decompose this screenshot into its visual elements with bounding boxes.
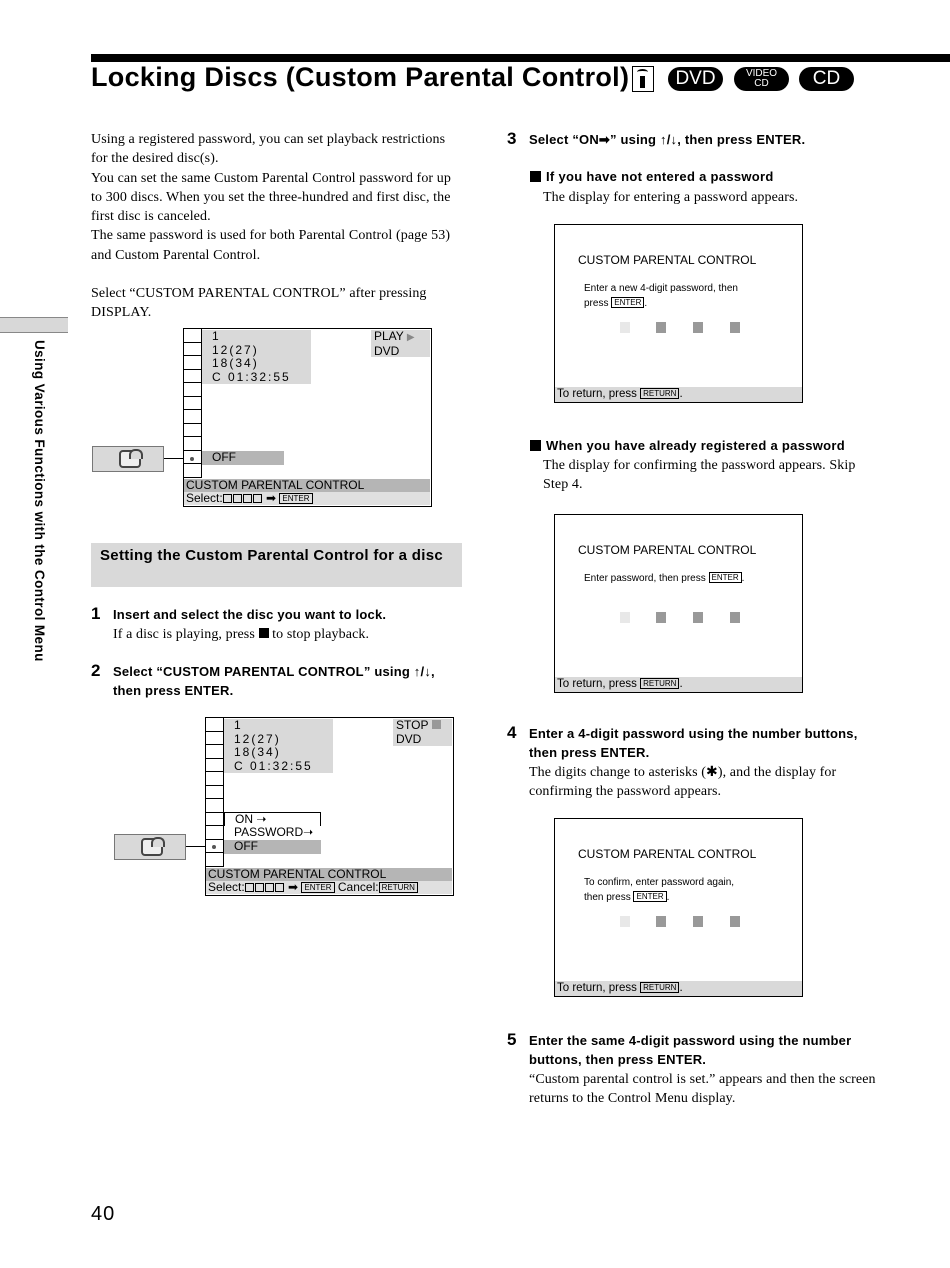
select-instructions: Select: ➡ ENTER — [184, 492, 430, 505]
screen-footer: To return, press RETURN . — [555, 387, 802, 402]
step-4-heading: Enter a 4-digit password using the number buttons, then press ENTER. — [529, 726, 858, 760]
select-instructions: Select: ➡ ENTER Cancel: RETURN — [206, 881, 452, 894]
screen-title: CUSTOM PARENTAL CONTROL — [578, 543, 757, 557]
control-menu-screen-2 — [205, 717, 454, 896]
step-5-body: “Custom parental control is set.” appears and then the screen returns to the Control Menu display. — [529, 1072, 876, 1107]
disc-info: 1 12(27) 18(34) C 01:32:55 — [202, 330, 311, 384]
digit-box — [620, 322, 630, 333]
step-5-heading: Enter the same 4-digit password using the number buttons, then press ENTER. — [529, 1033, 852, 1067]
step-2-heading: Select “CUSTOM PARENTAL CONTROL” using ↑/↓, then press ENTER. — [113, 664, 435, 698]
digit-box — [693, 916, 703, 927]
option-off: OFF — [202, 451, 284, 465]
step-3-number: 3 — [507, 129, 517, 148]
lock-icon — [141, 838, 163, 856]
enter-key: ENTER — [709, 572, 742, 583]
stop-icon — [432, 720, 441, 729]
lock-icon-box-2 — [114, 834, 186, 860]
step-1-heading: Insert and select the disc you want to lock. — [113, 607, 387, 622]
screen-instructions: To confirm, enter password again, then press ENTER . — [584, 877, 735, 903]
digit-box — [656, 322, 666, 333]
lock-icon — [119, 450, 141, 468]
digit-box — [730, 322, 740, 333]
screen-instructions: Enter a new 4-digit password, then press ENTER . — [584, 283, 738, 309]
stop-status: STOP DVD — [393, 719, 452, 746]
step-3-heading: Select “ON➡” using ↑/↓, then press ENTER. — [529, 132, 806, 147]
return-key: RETURN — [640, 678, 679, 689]
side-tab-marker — [0, 317, 68, 333]
digit-box — [656, 612, 666, 623]
return-key: RETURN — [640, 388, 679, 399]
enter-key: ENTER — [279, 493, 312, 504]
screen-instructions: Enter password, then press ENTER . — [584, 573, 745, 584]
header-rule — [91, 54, 950, 62]
menu-icon-column — [206, 718, 224, 867]
cd-badge: CD — [799, 67, 854, 91]
step-4-number: 4 — [507, 723, 517, 742]
control-menu-screen-1 — [183, 328, 432, 507]
option-password: PASSWORD➝ — [224, 826, 321, 840]
option-off: OFF — [224, 840, 321, 854]
sub-heading-registered-password: When you have already registered a password — [530, 438, 845, 453]
side-section-label: Using Various Functions with the Control Menu — [32, 340, 47, 662]
sub-body-new-password: The display for entering a password appears. — [543, 190, 799, 205]
intro-text — [91, 130, 461, 323]
sub-body-registered-password: The display for confirming the password appears. Skip Step 4. — [543, 458, 856, 493]
sub-heading-new-password: If you have not entered a password — [530, 169, 774, 184]
password-entry-screen — [554, 224, 803, 403]
play-status: PLAY ▶ DVD — [371, 330, 430, 357]
digit-box — [730, 916, 740, 927]
enter-key: ENTER — [611, 297, 644, 308]
step-2-number: 2 — [91, 661, 101, 680]
intro-p2: You can set the same Custom Parental Control password for up to 300 discs. When you set the three-hundred and first disc, the first disc is canceled. — [91, 170, 451, 225]
menu-icon-column — [184, 329, 202, 478]
option-on: ON ➝ — [224, 812, 321, 828]
page-number: 40 — [91, 1203, 116, 1225]
return-key: RETURN — [379, 882, 418, 893]
digit-box — [693, 612, 703, 623]
intro-p4: Select “CUSTOM PARENTAL CONTROL” after pressing DISPLAY. — [91, 286, 427, 321]
digit-box — [620, 916, 630, 927]
screen-title: CUSTOM PARENTAL CONTROL — [578, 847, 757, 861]
video-cd-badge: VIDEO CD — [734, 67, 789, 91]
dvd-badge: DVD — [668, 67, 723, 91]
screen-footer: To return, press RETURN . — [555, 677, 802, 692]
disc-info: 1 12(27) 18(34) C 01:32:55 — [224, 719, 333, 773]
menu-item-title: CUSTOM PARENTAL CONTROL — [206, 868, 452, 881]
step-4-body: The digits change to asterisks (✱), and the display for confirming the password appears. — [529, 765, 837, 800]
return-key: RETURN — [640, 982, 679, 993]
digit-box — [620, 612, 630, 623]
screen-title: CUSTOM PARENTAL CONTROL — [578, 253, 757, 267]
intro-p3: The same password is used for both Parental Control (page 53) and Custom Parental Control. — [91, 228, 451, 263]
play-icon: ▶ — [406, 332, 415, 343]
password-confirm-screen — [554, 514, 803, 693]
password-reconfirm-screen — [554, 818, 803, 997]
remote-control-icon — [632, 66, 654, 92]
menu-item-title: CUSTOM PARENTAL CONTROL — [184, 479, 430, 492]
digit-box — [730, 612, 740, 623]
intro-p1: Using a registered password, you can set playback restrictions for the desired disc(s). — [91, 132, 446, 167]
section-heading: Setting the Custom Parental Control for a disc — [91, 543, 462, 587]
enter-key: ENTER — [301, 882, 334, 893]
selection-dot — [190, 457, 194, 461]
step-5-number: 5 — [507, 1030, 517, 1049]
step-1-body: If a disc is playing, press to stop playback. — [113, 627, 370, 642]
screen-footer: To return, press RETURN . — [555, 981, 802, 996]
selection-dot — [212, 845, 216, 849]
step-1-number: 1 — [91, 604, 101, 623]
page-title: Locking Discs (Custom Parental Control) — [91, 62, 630, 92]
digit-box — [656, 916, 666, 927]
enter-key: ENTER — [633, 891, 666, 902]
digit-box — [693, 322, 703, 333]
stop-icon — [259, 628, 269, 638]
lock-icon-box — [92, 446, 164, 472]
